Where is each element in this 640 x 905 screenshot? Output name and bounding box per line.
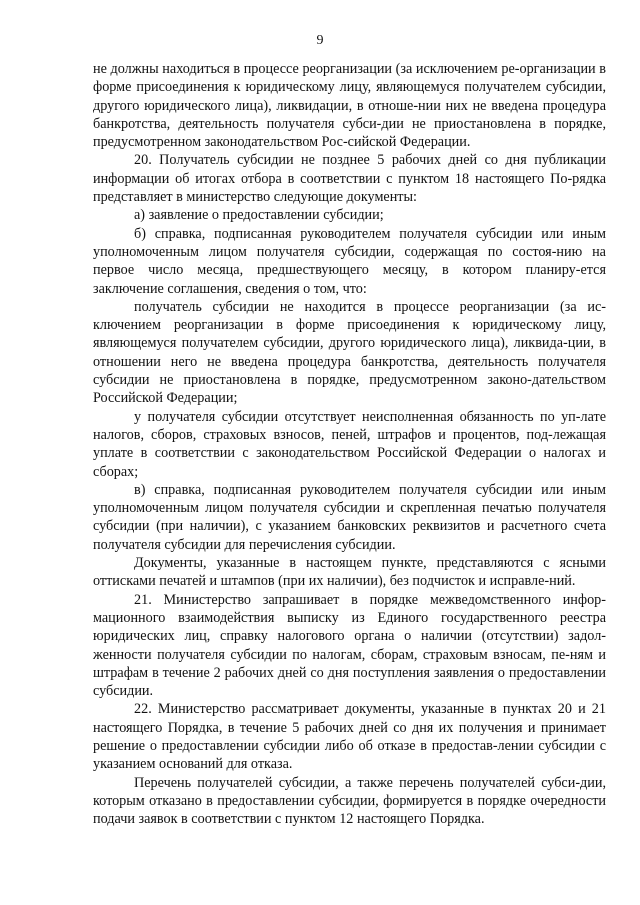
paragraph: в) справка, подписанная руководителем получателя субсидии или иным уполномоченным лицом получателя субсидии и скрепленная печатью получателя субсидии (при наличии), с указанием банковских реквизитов и расчетного счета получателя субсидии для перечисления субсидии. [93, 481, 606, 553]
paragraph: а) заявление о предоставлении субсидии; [134, 207, 384, 224]
paragraph: б) справка, подписанная руководителем получателя субсидии или иным уполномоченным лицом получателя субсидии, содержащая по состоя-нию на первое число месяца, предшествующего месяцу, в котором планиру-ется заключение соглашения, сведения о том, что: [93, 225, 606, 297]
paragraph: у получателя субсидии отсутствует неисполненная обязанность по уп-лате налогов, сборов, страховых взносов, пеней, штрафов и процентов, под-лежащая уплате в соответствии с законодательством Российской Федерации о налогах и сборах; [93, 408, 606, 480]
document-body [93, 60, 606, 828]
paragraph: 22. Министерство рассматривает документы, указанные в пунктах 20 и 21 настоящего Порядка, в течение 5 рабочих дней со дня их получения и принимает решение о предоставлении субсидии либо об отказе в предостав-лении субсидии с указанием оснований для отказа. [93, 701, 606, 773]
paragraph: Перечень получателей субсидии, а также перечень получателей субси-дии, которым отказано в предоставлении субсидии, формируется в порядке очередности подачи заявок в соответствии с пунктом 12 настоящего Порядка. [93, 774, 606, 828]
paragraph: получатель субсидии не находится в процессе реорганизации (за ис-ключением реорганизации в форме присоединения к юридическому лицу, являющемуся получателем субсидии, другого юридического лица), ликвида-ции, в отношении него не введена процедура банкротства, деятельность получателя субсидии не приостановлена в порядке, предусмотренном законо-дательством Российской Федерации; [93, 298, 606, 407]
page-number: 9 [316, 33, 324, 48]
paragraph: 20. Получатель субсидии не позднее 5 рабочих дней со дня публикации информации об итогах отбора в соответствии с пунктом 18 настоящего По-рядка представляет в министерство следующие документы: [93, 152, 606, 206]
paragraph: 21. Министерство запрашивает в порядке межведомственного инфор-мационного взаимодействия выписку из Единого государственного реестра юридических лиц, справку налогового органа о наличии (отсутствии) задол-женности получателя субсидии по налогам, сборам, страховым взносам, пе-ням и штрафам в течение 2 рабочих дней со дня поступления заявления о предоставлении субсидии. [93, 591, 606, 700]
paragraph: Документы, указанные в настоящем пункте, представляются с ясными оттисками печатей и штампов (при их наличии), без подчисток и исправле-ний. [93, 555, 606, 590]
paragraph: не должны находиться в процессе реорганизации (за исключением ре-организации в форме присоединения к юридическому лицу, являющемуся получателем субсидии, другого юридического лица), ликвидации, в отноше-нии них не введена процедура банкротства, деятельность получателя субси-дии не приостановлена в порядке, предусмотренном законодательством Рос-сийской Федерации. [93, 61, 606, 151]
